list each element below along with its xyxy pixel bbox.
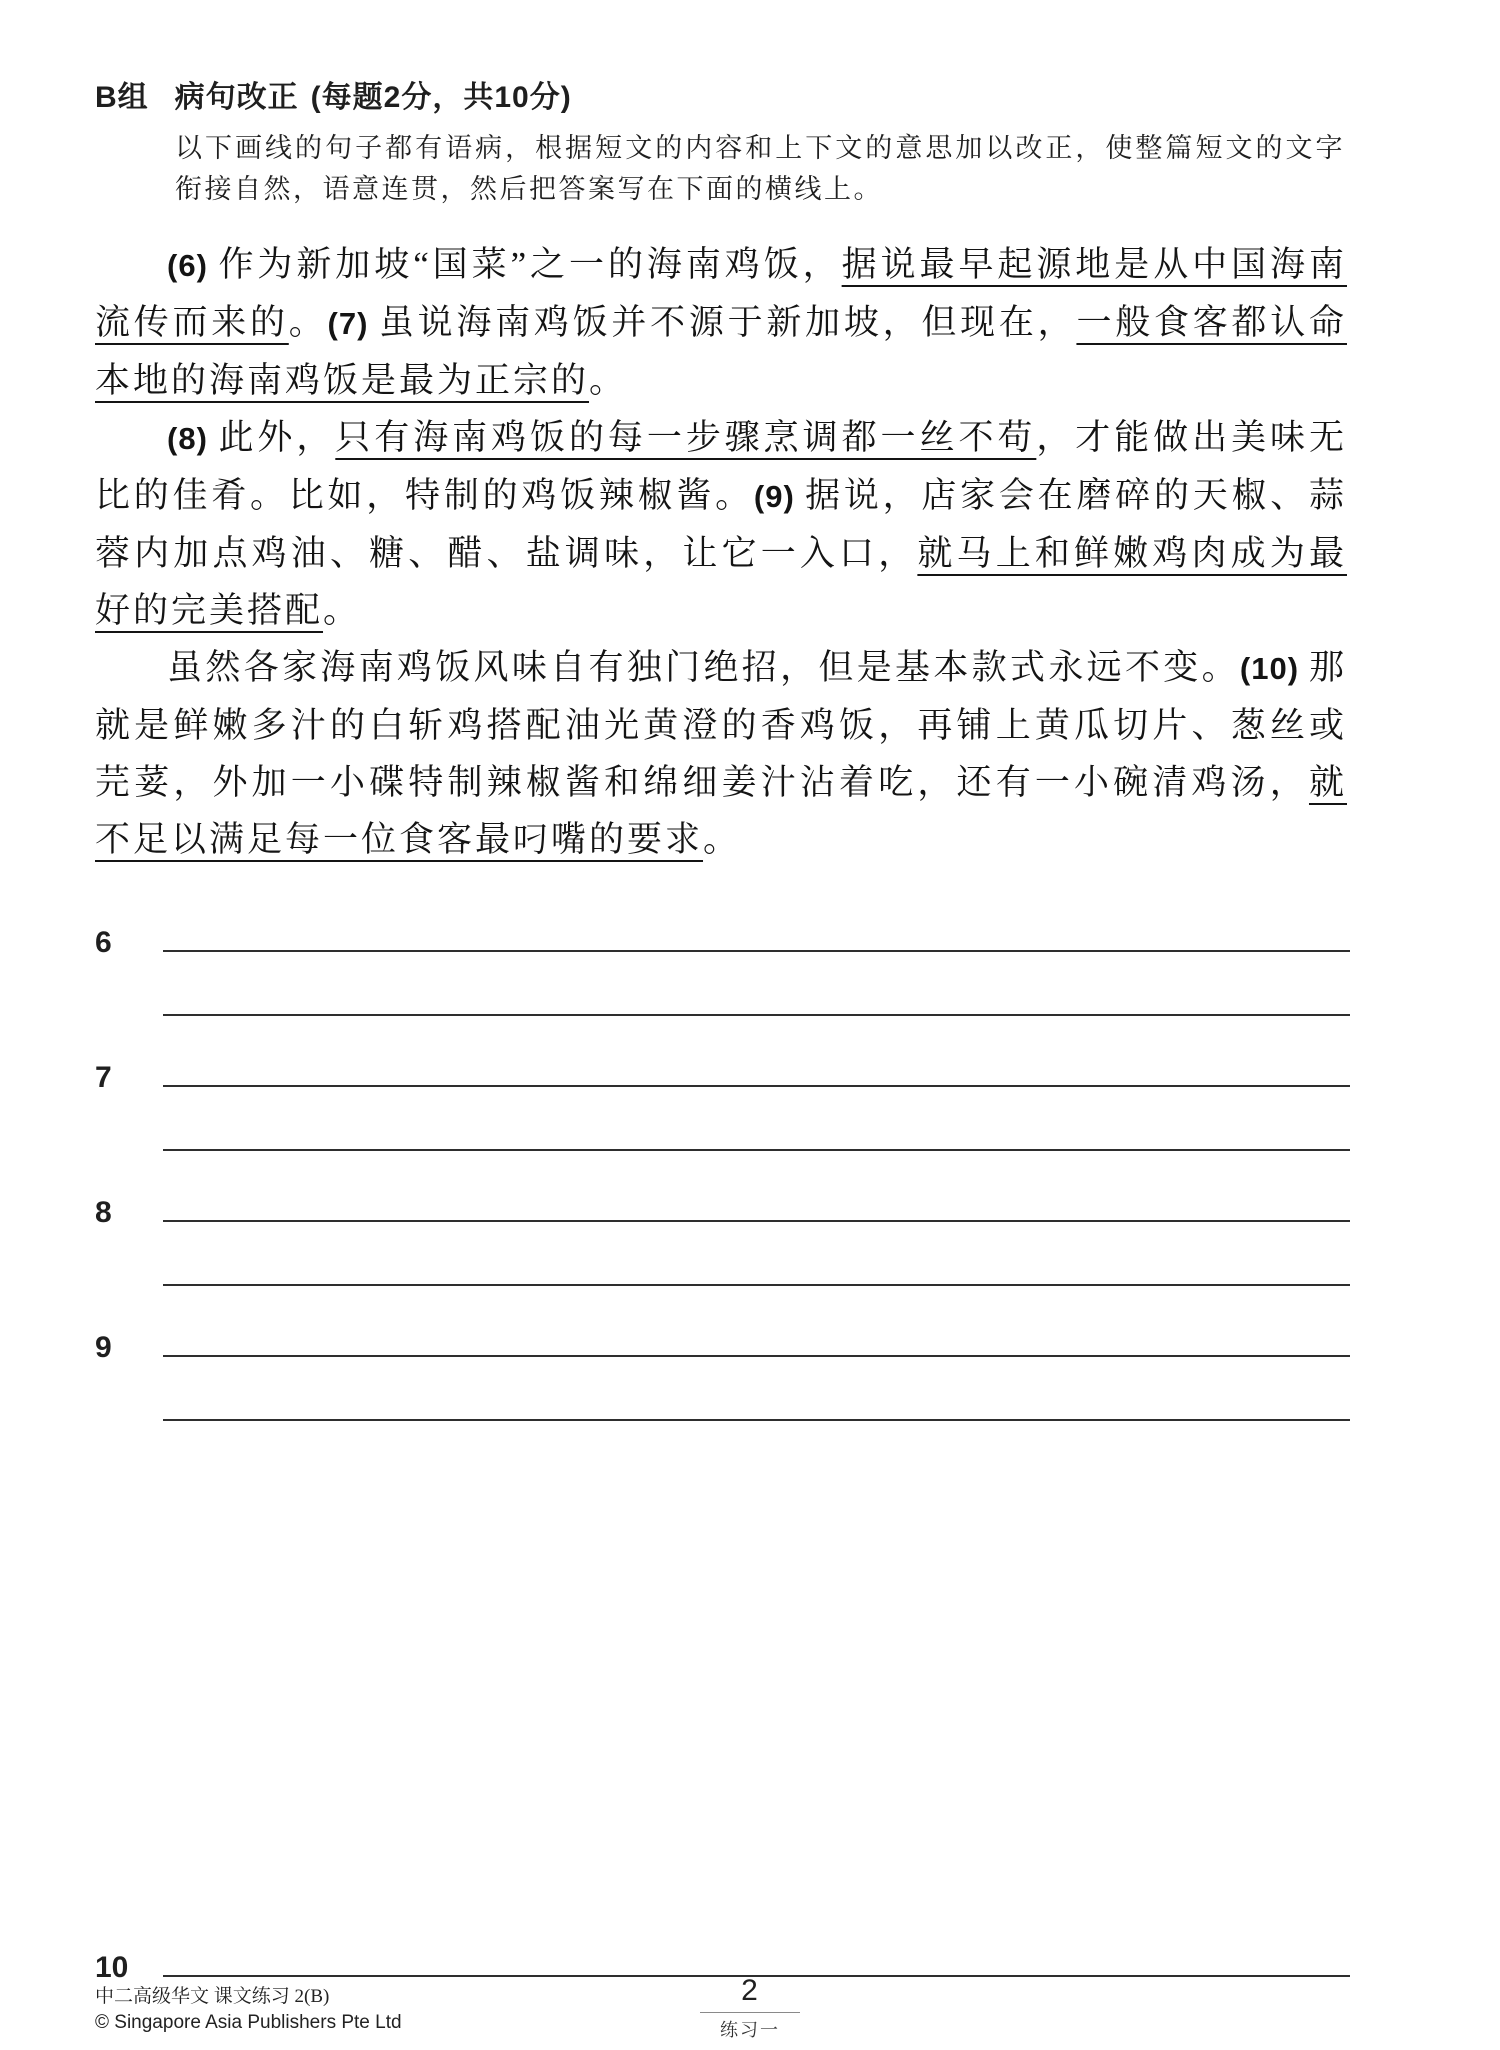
- answer-line-9b: [163, 1357, 1350, 1421]
- instructions-text: 以下画线的句子都有语病，根据短文的内容和上下文的意思加以改正，使整篇短文的文字衔接自然，语意连贯，然后把答案写在下面的横线上。: [175, 133, 1345, 204]
- answer-line-8a: [163, 1196, 1350, 1222]
- answer-line-7a: [163, 1061, 1350, 1087]
- passage-paragraph-1: [95, 236, 1347, 409]
- passage-text: 作为新加坡“国菜”之一的海南鸡饭，: [218, 245, 842, 284]
- item-number-8: (8): [167, 421, 219, 456]
- passage-text: ，才能做出美味无比的佳肴。比如，特制的鸡饭辣椒酱。: [95, 418, 1347, 515]
- answer-line-9a: [163, 1331, 1350, 1357]
- passage-paragraph-2: [95, 409, 1347, 639]
- passage-text: 。: [703, 820, 742, 859]
- answer-block-7: [95, 1061, 1350, 1151]
- section-label: B组: [95, 81, 149, 114]
- page-number: 2: [741, 1974, 759, 2007]
- passage-text: 。: [323, 591, 362, 630]
- underlined-error-9: 就马上和鲜嫩鸡肉成为最好的完美搭配: [95, 534, 1347, 630]
- passage-paragraph-3: [95, 639, 1347, 868]
- answer-number-7: 7: [95, 1061, 112, 1094]
- footer-book-title: 中二高级华文 课文练习 2(B): [95, 1986, 330, 2007]
- section-points: (每题2分，共10分): [310, 81, 572, 114]
- footer-publisher: © Singapore Asia Publishers Pte Ltd: [95, 2012, 402, 2033]
- footer-center: [700, 1974, 800, 2042]
- passage-text: 据说，店家会在磨碎的天椒、蒜蓉内加点鸡油、糖、醋、盐调味，让它一入口，: [95, 476, 1347, 573]
- answer-line-6b: [163, 952, 1350, 1016]
- item-number-7: (7): [327, 306, 379, 341]
- underlined-error-7: 一般食客都认命本地的海南鸡饭是最为正宗的: [95, 303, 1347, 400]
- item-number-9: (9): [753, 479, 806, 514]
- section-title: 病句改正: [174, 81, 299, 114]
- answer-line-6a: [163, 926, 1350, 952]
- answer-block-6: [95, 926, 1350, 1016]
- underlined-error-6: 据说最早起源地是从中国海南流传而来的: [95, 245, 1347, 342]
- section-header: [95, 72, 1405, 116]
- underlined-error-8: 只有海南鸡饭的每一步骤烹调都一丝不苟: [335, 418, 1037, 457]
- answer-line-7b: [163, 1087, 1350, 1151]
- passage: [95, 236, 1347, 868]
- passage-text: 。: [589, 361, 628, 400]
- answer-number-9: 9: [95, 1331, 112, 1364]
- answer-block-8: [95, 1196, 1350, 1286]
- underlined-error-10: 就不足以满足每一位食客最叼嘴的要求: [95, 763, 1347, 859]
- answer-block-9: [95, 1331, 1350, 1421]
- exercise-label: 练习一: [700, 2012, 800, 2042]
- answer-number-6: 6: [95, 926, 112, 959]
- item-number-10: (10): [1239, 651, 1309, 686]
- item-number-6: (6): [167, 248, 219, 283]
- passage-text: 虽然各家海南鸡饭风味自有独门绝招，但是基本款式永远不变。: [167, 648, 1240, 687]
- footer-left: [95, 1984, 402, 2036]
- answer-line-8b: [163, 1222, 1350, 1286]
- answer-section: [95, 926, 1350, 1984]
- passage-text: 虽说海南鸡饭并不源于新加坡，但现在，: [378, 303, 1077, 342]
- passage-text: 那就是鲜嫩多汁的白斩鸡搭配油光黄澄的香鸡饭，再铺上黄瓜切片、葱丝或芫荽，外加一小碟特制辣椒酱和绵细姜汁沾着吃，还有一小碗清鸡汤，: [95, 648, 1347, 802]
- passage-text: 。: [288, 303, 328, 342]
- passage-text: 此外，: [218, 418, 336, 457]
- answer-number-10: 10: [95, 1951, 129, 1984]
- answer-number-8: 8: [95, 1196, 112, 1229]
